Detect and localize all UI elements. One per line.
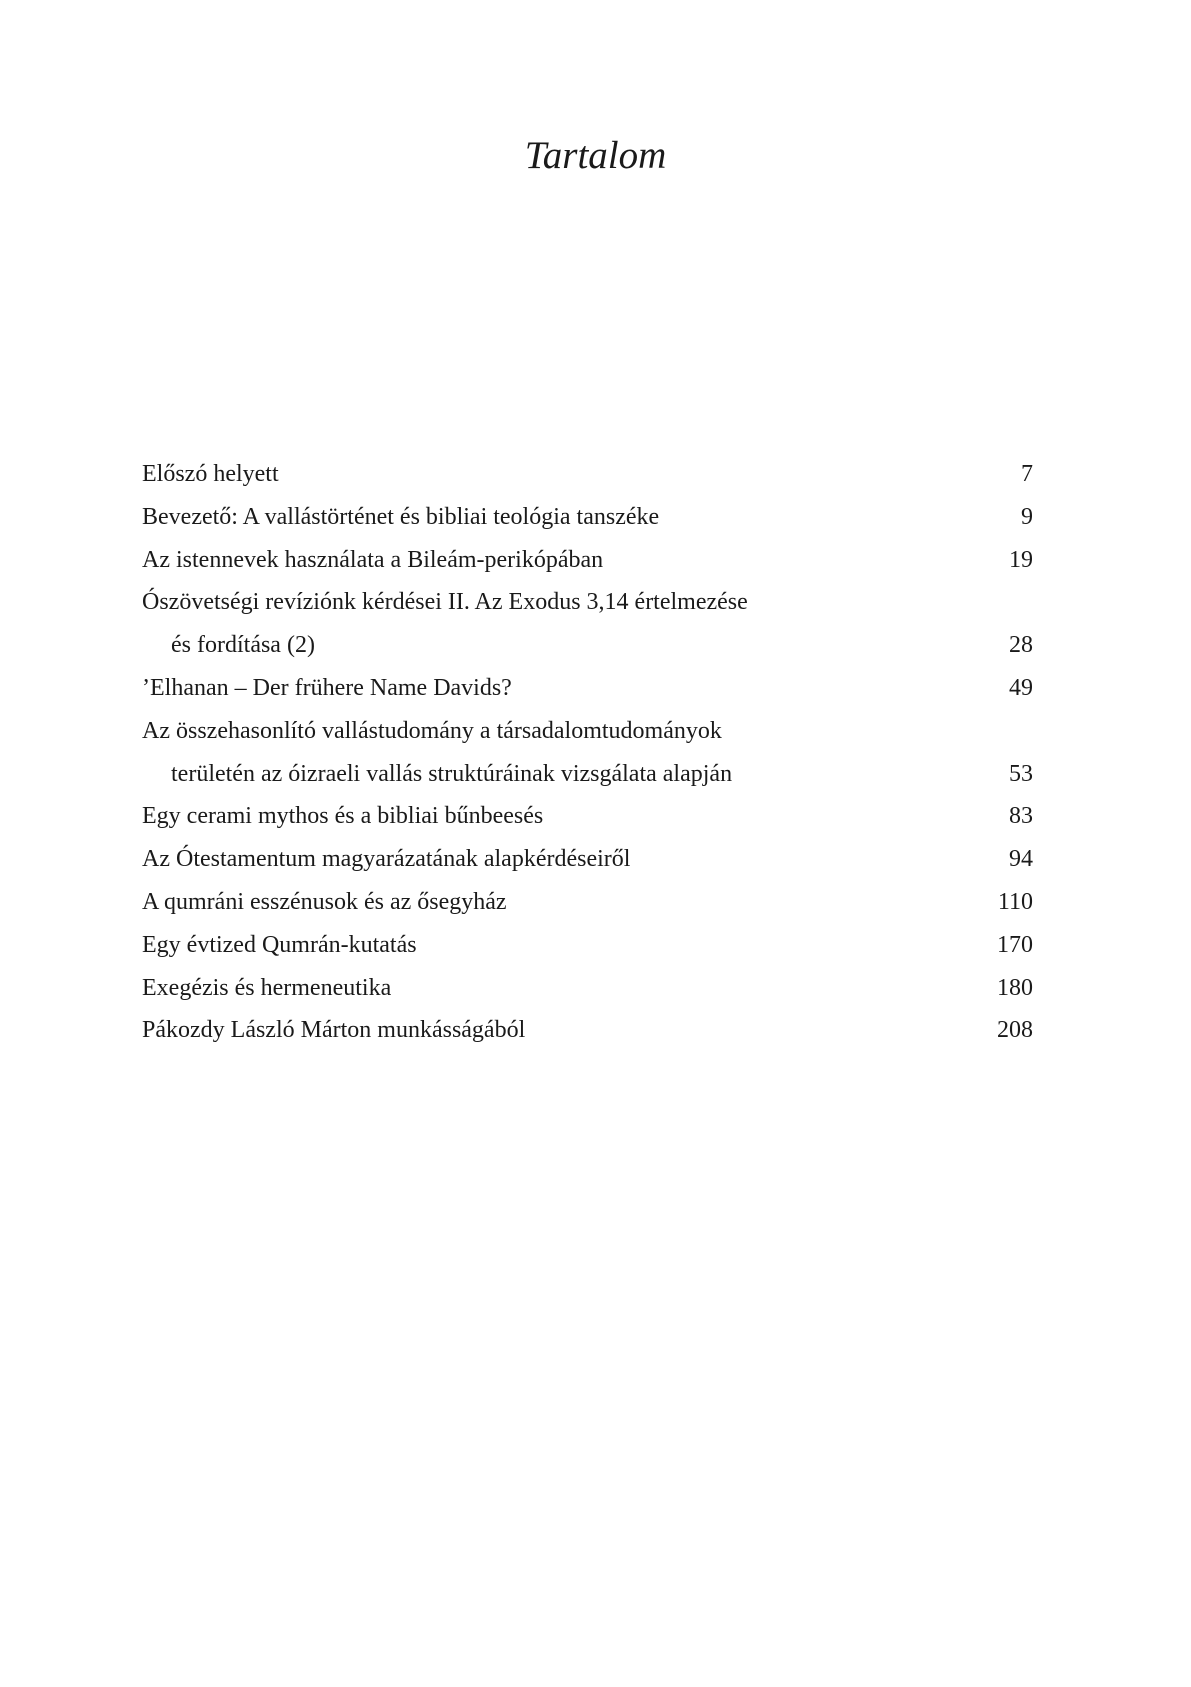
toc-page-number: 94 bbox=[1009, 846, 1033, 873]
toc-entry bbox=[142, 667, 1033, 710]
toc-page-number: 170 bbox=[997, 931, 1033, 958]
toc-entry-title: Bevezető: A vallástörténet és bibliai teológia tanszéke bbox=[142, 503, 660, 530]
toc-entry-title: A qumráni esszénusok és az ősegyház bbox=[142, 888, 507, 915]
toc-entry bbox=[142, 581, 1033, 624]
toc-entry-title: Előszó helyett bbox=[142, 461, 279, 487]
toc-page-number: 208 bbox=[997, 1017, 1033, 1044]
toc-entry-title: Egy évtized Qumrán-kutatás bbox=[142, 931, 417, 958]
toc-page-number: 53 bbox=[1009, 760, 1033, 787]
toc-page-number: 9 bbox=[1021, 503, 1033, 530]
toc-entry bbox=[142, 496, 1033, 539]
toc-entry-title: Az istennevek használata a Bileám-perikópában bbox=[142, 546, 604, 573]
toc-entry-title: Pákozdy László Márton munkásságából bbox=[142, 1017, 526, 1044]
toc-entry-title: Exegézis és hermeneutika bbox=[142, 974, 392, 1001]
toc-entry-title: Az összehasonlító vallástudomány a társadalomtudományok bbox=[142, 717, 722, 744]
toc-entry-continuation bbox=[142, 624, 1033, 667]
toc-page-number: 28 bbox=[1009, 632, 1033, 659]
table-of-contents bbox=[142, 453, 1033, 1052]
toc-entry-title: ’Elhanan – Der frühere Name Davids? bbox=[142, 674, 512, 701]
toc-entry-title: Az Ótestamentum magyarázatának alapkérdéseiről bbox=[142, 846, 631, 873]
toc-entry bbox=[142, 795, 1033, 838]
toc-entry-title: Ószövetségi revíziónk kérdései II. Az Exodus 3,14 értelmezése bbox=[142, 589, 748, 616]
toc-entry bbox=[142, 539, 1033, 582]
toc-entry-continuation bbox=[142, 753, 1033, 796]
toc-entry bbox=[142, 838, 1033, 881]
toc-entry-title: Egy cerami mythos és a bibliai bűnbeesés bbox=[142, 803, 544, 830]
toc-entry-title-continued: és fordítása (2) bbox=[171, 632, 315, 659]
toc-entry bbox=[142, 453, 1033, 496]
toc-entry bbox=[142, 967, 1033, 1010]
page-title: Tartalom bbox=[524, 134, 667, 177]
toc-entry bbox=[142, 881, 1033, 924]
toc-entry-title-continued: területén az óizraeli vallás struktúráinak vizsgálata alapján bbox=[171, 760, 733, 787]
toc-page-number: 110 bbox=[997, 888, 1033, 915]
toc-entry bbox=[142, 924, 1033, 967]
toc-entry bbox=[142, 710, 1033, 753]
toc-page-number: 83 bbox=[1009, 803, 1033, 830]
toc-page-number: 19 bbox=[1009, 546, 1033, 573]
toc-entry bbox=[142, 1009, 1033, 1052]
toc-page-number: 49 bbox=[1009, 674, 1033, 701]
toc-page-number: 180 bbox=[997, 974, 1033, 1001]
toc-page-number: 7 bbox=[1021, 461, 1033, 487]
